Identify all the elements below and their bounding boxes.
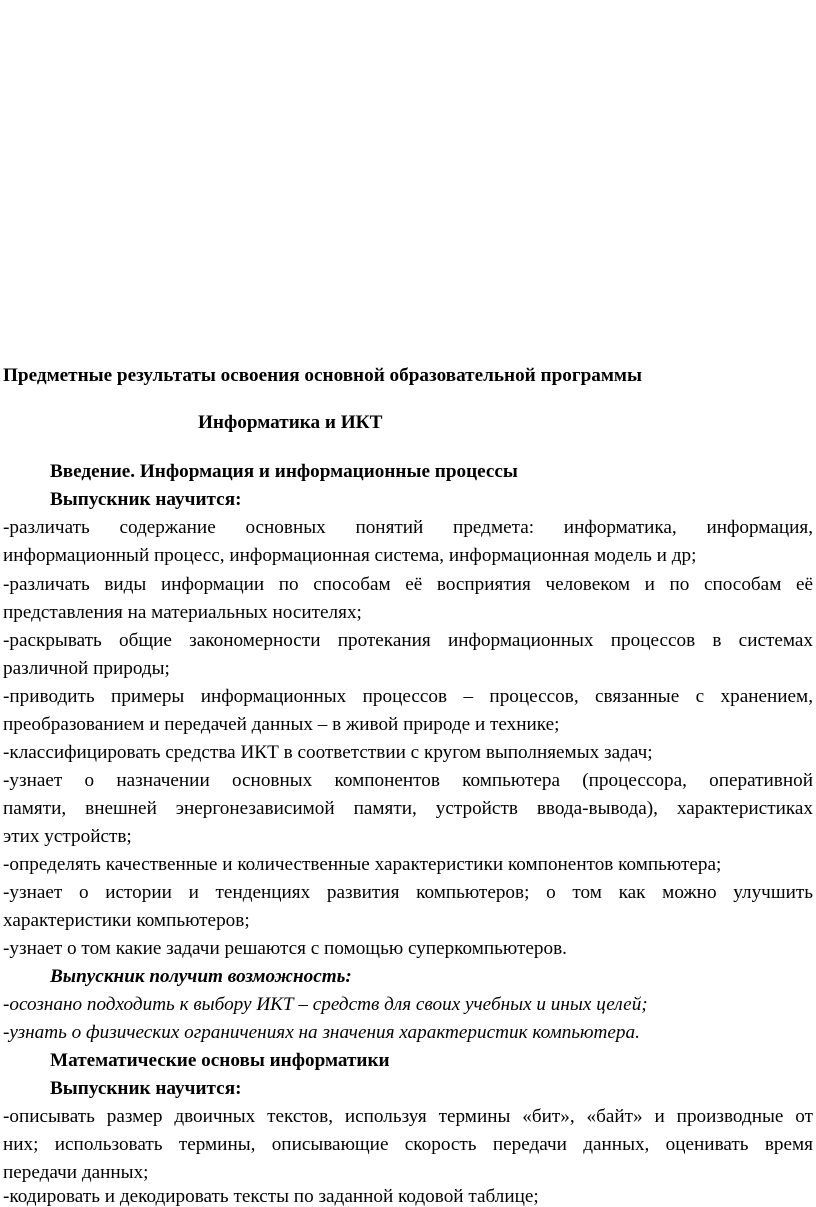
paragraph-line: -узнает о истории и тенденциях развития компьютеров; о том как можно улучшить [3, 882, 813, 903]
paragraph-line: -раскрывать общие закономерности протекания информационных процессов в системах [3, 630, 813, 651]
paragraph-line: характеристики компьютеров; [3, 910, 250, 931]
paragraph-line: -определять качественные и количественные характеристики компонентов компьютера; [3, 854, 722, 875]
opportunity-heading: Выпускник получит возможность: [50, 966, 352, 987]
paragraph-line: -различать виды информации по способам её восприятия человеком и по способам её [3, 574, 813, 595]
paragraph-line: -узнать о физических ограничениях на значения характеристик компьютера. [3, 1022, 640, 1043]
document-title: Предметные результаты освоения основной образовательной программы [3, 365, 642, 386]
paragraph-line: информационный процесс, информационная система, информационная модель и др; [3, 545, 697, 566]
section-heading-math: Математические основы информатики [50, 1050, 390, 1071]
section-heading-intro: Введение. Информация и информационные процессы [50, 461, 518, 482]
paragraph-line: этих устройств; [3, 826, 132, 847]
paragraph-line: -описывать размер двоичных текстов, используя термины «бит», «байт» и производные от [3, 1106, 813, 1127]
learns-heading: Выпускник научится: [50, 1078, 242, 1099]
paragraph-line: памяти, внешней энергонезависимой памяти, устройств ввода-вывода), характеристиках [3, 798, 813, 819]
paragraph-line: различной природы; [3, 658, 170, 679]
paragraph-line: -узнает о том какие задачи решаются с помощью суперкомпьютеров. [3, 938, 567, 959]
paragraph-line: -приводить примеры информационных процессов – процессов, связанные с хранением, [3, 686, 813, 707]
paragraph-line: представления на материальных носителях; [3, 602, 362, 623]
paragraph-line: -различать содержание основных понятий предмета: информатика, информация, [3, 517, 813, 538]
subject-title: Информатика и ИКТ [198, 412, 383, 433]
paragraph-line: -осознано подходить к выбору ИКТ – средств для своих учебных и иных целей; [3, 994, 648, 1015]
paragraph-line: -классифицировать средства ИКТ в соответствии с кругом выполняемых задач; [3, 742, 653, 763]
paragraph-line: передачи данных; [3, 1162, 149, 1183]
paragraph-line: них; использовать термины, описывающие скорость передачи данных, оценивать время [3, 1134, 813, 1155]
learns-heading: Выпускник научится: [50, 489, 242, 510]
paragraph-line: -кодировать и декодировать тексты по заданной кодовой таблице; [3, 1186, 539, 1207]
paragraph-line: -узнает о назначении основных компонентов компьютера (процессора, оперативной [3, 770, 813, 791]
paragraph-line: преобразованием и передачей данных – в живой природе и технике; [3, 714, 560, 735]
